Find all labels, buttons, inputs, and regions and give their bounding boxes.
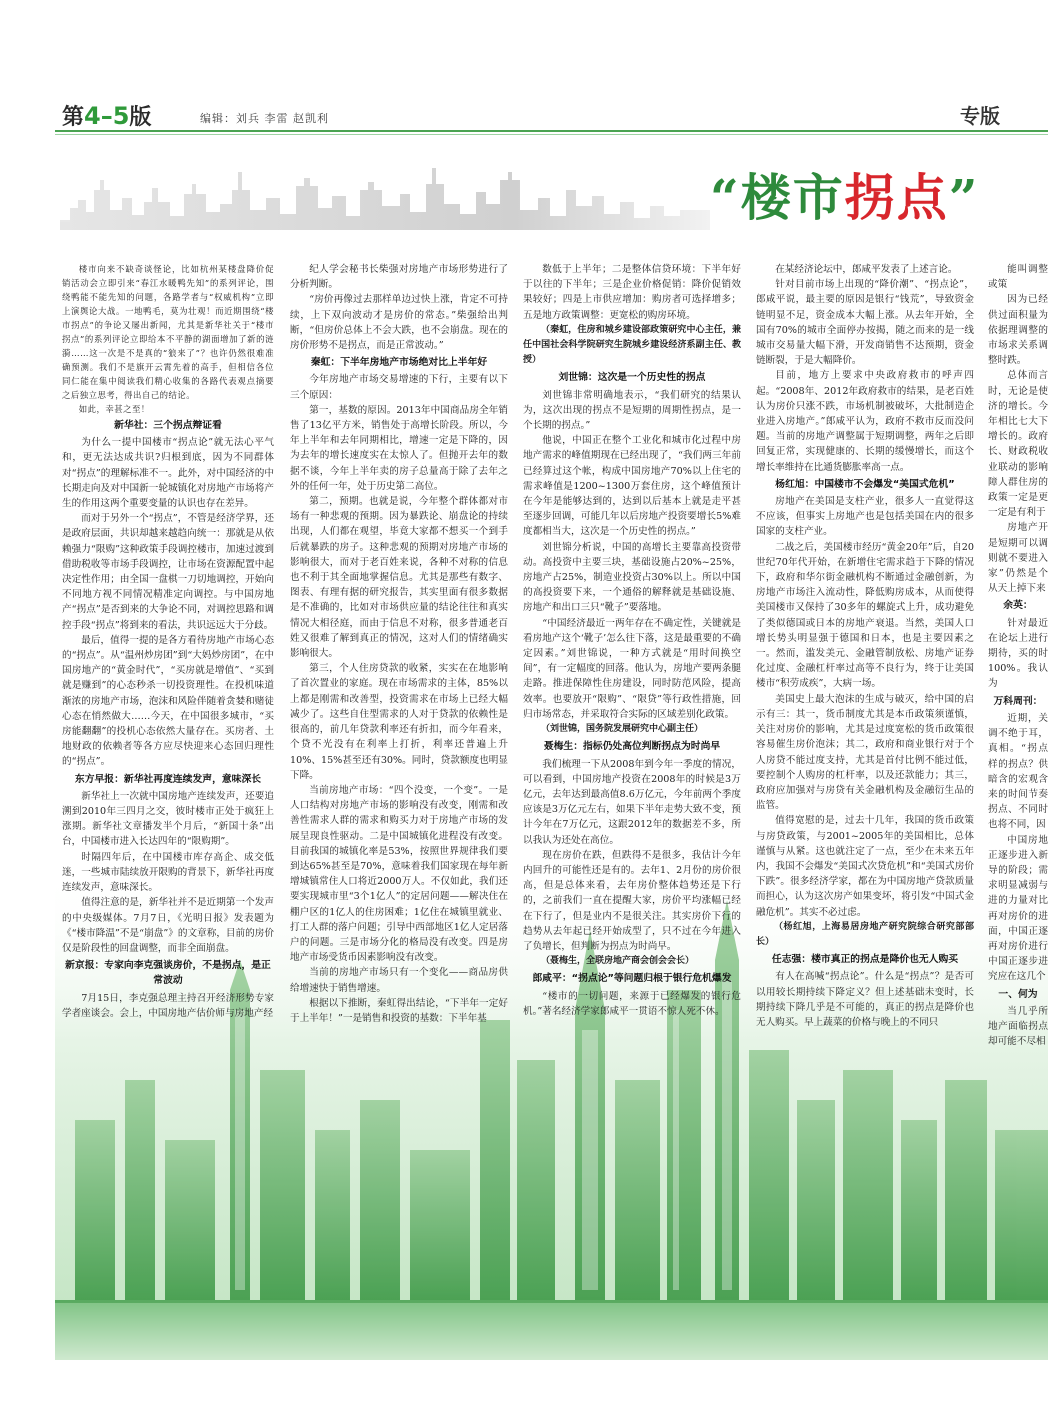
- subheading-xinhua: 新华社：三个拐点辩证看: [114, 420, 222, 431]
- subheading-yuying: 余英：: [1003, 600, 1033, 612]
- subheading-qinhong: 秦虹：下半年房地产市场绝对比上半年好: [310, 357, 488, 369]
- paragraph: 当前的房地产市场只有一个变化——商品房供给增速快于销售增速。: [290, 967, 508, 994]
- masthead: [0, 0, 1048, 240]
- subheading-yanghongxu: 杨红旭：中国楼市不会爆发“美国式危机”: [775, 478, 955, 490]
- page-number: 第4–5版: [62, 102, 152, 130]
- header-rule: [55, 130, 1048, 132]
- author-note: （秦虹，住房和城乡建设部政策研究中心主任，兼任中国社会科学院研究生院城乡建设经济系副主任、教授）: [523, 324, 741, 366]
- article-column-2: [290, 262, 508, 1032]
- subheading-section-one: 一、何为: [998, 988, 1038, 1000]
- headline-accent: 拐点: [844, 168, 949, 227]
- paragraph: 最后，值得一提的是各方看待房地产市场心态的“拐点”。从“温州炒房团”到“大妈炒房团”，在中国房地产的“黄金时代”，“买房就是增值”、“买到就是赚到”的心态秒杀一切投资理性。在投机味道渐浓的房地产市场，泡沫和风险伴随着贪婪和赌徒心态在悄然做大……今天，在中国很多城市，“买房能翻翻”的投机心态依然大量存在。买房者、土地财政的依赖者等各方应尽快迎来心态回归理性的“拐点”。: [62, 634, 274, 768]
- section-label: 专版: [960, 104, 1000, 128]
- skyline-banner-icon: [60, 160, 710, 230]
- paragraph: 房地产开是短期可以调则就不要进入家”仍然是个从天上掉下来: [988, 522, 1048, 595]
- paragraph: 纪人学会秘书长柴强对房地产市场形势进行了分析判断。: [290, 264, 508, 291]
- paragraph: 美国史上最大泡沫的生成与破灭，给中国的启示有三：其一，货币制度尤其是本币政策须谨慎，关注对房价的影响，尤其是过度宽松的货币政策很容易催生房价泡沫；其二，政府和商业银行对于个人房贷不能过度支持，尤其是首付比例不能过低，要控制个人购房的杠杆率，以及还款能力；其三，政府应加强对与房贷有关金融机构及金融衍生品的监管。: [756, 693, 974, 812]
- paragraph: “楼市的一切问题，来源于已经爆发的银行危机。”著名经济学家郎咸平一贯语不惊人死不休。: [523, 990, 741, 1017]
- paragraph: 第二，预期。也就是说，今年整个群体都对市场有一种悲观的预期。因为暴跌论、崩盘论的持续出现，人们都在观望，毕竟大家都不想买一个到手后就暴跌的房子。这种悲观的预期对房地产市场的影响很大，而对于老百姓来说，各种不对称的信息也不利于其全面地掌握信息。尤其是那些有数字、图表、有理有据的研究报告，其实里面有很多数据是不准确的，比如对市场供应量的结论往往和真实情况大相径庭，而由于信息不对称，很多普通老百姓又很难了解到真正的情况，这对人们的情绪确实影响很大。: [290, 496, 508, 660]
- article-column-5-cropped: [988, 262, 1048, 1048]
- paragraph: 二战之后，美国楼市经历“黄金20年”后，自20世纪70年代开始，在新增住宅需求趋于下降的情况下，政府和华尔街金融机构不断通过金融创新，为房地产市场注入流动性，降低购房成本，从而使得美国楼市又保持了30多年的螺旋式上升，成功避免了类似德国或日本的房地产衰退。当然，美国人口增长势头明显强于德国和日本，也是主要因素之一。然而，滥发美元、金融管制放松、房地产证券化过度、金融杠杆率过高等不良行为，终于让美国楼市“积劳成疾”，大病一场。: [756, 541, 974, 690]
- paragraph: 当前房地产市场：“四个没变，一个变”。一是人口结构对房地产市场的影响没有改变，刚需和改善性需求人群的需求和购买力对于房地产市场的发展呈现良性驱动。二是中国城镇化进程没有改变。目前我国的城镇化率是53%，按照世界规律我们要到达65%甚至是70%，意味着我们国家现在每年新增城镇常住人口将近2000万人。不仅如此，我们还要实现城市里“3个1亿人”的定居问题——解决住在棚户区的1亿人的住房困难；1亿住在城镇里就业、打工人群的落户问题；引导中西部地区1亿人定居落户的问题。三是市场分化的格局没有改变。四是房地产市场受货币因素影响没有改变。: [290, 784, 508, 964]
- subheading-liushijin: 刘世锦：这次是一个历史性的拐点: [558, 372, 706, 384]
- headline: “楼市拐点”: [710, 168, 980, 227]
- subheading-langxianping: 郎咸平：“拐点论”等问题归根于银行危机爆发: [532, 973, 732, 985]
- paragraph: 房地产在美国是支柱产业，很多人一直觉得这不应该，但事实上房地产也是包括美国在内的很多国家的支柱产业。: [756, 496, 974, 538]
- paragraph: 近期，关调不绝于耳，真相。“拐点样的拐点？供暗含的宏观含来的时间节奏拐点、不同时也将不同，因: [988, 712, 1048, 831]
- paragraph: 第三，个人住房贷款的收紧，实实在在地影响了首次置业的家庭。现在市场需求的主体，85%以上都是刚需和改善型，投资需求在市场上已经大幅减少了。这些自住型需求的人对于贷款的依赖性是很高的，前几年贷款利率还有折扣，而今年看来，个贷不光没有在利率上打折，利率还普遍上升10%、15%甚至还有30%。同时，贷款额度也明显下降。: [290, 663, 508, 781]
- article-column-3: [523, 262, 741, 1032]
- paragraph: 值得宽慰的是，过去十几年，我国的货币政策与房贷政策，与2001~2005年的美国相比，总体谨慎与从紧。这也就注定了一点，至少在未来五年内，我国不会爆发“美国式次贷危机”和“美国式房价下跌”。很多经济学家，都在为中国房地产贷款质量而担心，认为这次房产如果变坏，将引发“中国式金融危机”。其实不必过虑。: [756, 815, 974, 918]
- paragraph: 有人在高喊“拐点论”。什么是“拐点”？是否可以用较长期持续下降定义？但上述基础未变时，长期持续下降几乎是不可能的，真正的拐点是降价也无人购买。早上蔬菜的价格与晚上的不同只: [756, 971, 974, 1028]
- subheading-vanke: 万科周刊：: [993, 695, 1043, 707]
- author-note: （杨红旭，上海易居房地产研究院综合研究部部长）: [756, 921, 974, 947]
- subheading-dfzb: 东方早报：新华社再度连续发声，意味深长: [74, 773, 262, 785]
- paragraph: 能叫调整或策: [988, 264, 1048, 291]
- paragraph: 当几乎所地产面临拐点却可能不尽相: [988, 1005, 1048, 1048]
- subheading-niemeisheng: 聂梅生：指标仍处高位判断拐点为时尚早: [543, 741, 721, 753]
- paragraph: 我们梳理一下从2008年到今年一季度的情况，可以看到，中国房地产投资在2008年的时候是3万亿元，去年达到最高值8.6万亿元，今年前两个季度应该是3万亿元左右，如果下半年走势大致不变，预计今年在7万亿元，这跟2012年的数据差不多，所以我认为还处在高位。: [523, 758, 741, 846]
- editors-credit: 编辑：刘兵 李雷 赵凯利: [200, 112, 329, 125]
- paragraph: 刘世锦非常明确地表示，“我们研究的结果认为，这次出现的拐点不是短期的周期性拐点，是一个长期的拐点。”: [523, 389, 741, 432]
- paragraph: 总体而言时，无论是使济的增长。今年相比七大下增长的。政府长、财政税收业联动的影响障人群住房的政策一定是更一定是有利于: [988, 370, 1048, 519]
- paragraph: 在某经济论坛中，郎咸平发表了上述言论。: [775, 264, 958, 275]
- paragraph: 数低于上半年；二是整体信贷环境：下半年好于以往的下半年；三是企业价格促销：降价促销效果较好；四是上市供应增加：购房者可选择增多；五是地方政策调整：更宽松的购房环境。: [523, 264, 741, 321]
- paragraph: 7月15日，李克强总理主持召开经济形势专家学者座谈会。会上，中国房地产估价师与房地产经: [62, 992, 274, 1019]
- article-column-1: [62, 262, 274, 1032]
- paragraph: 第一，基数的原因。2013年中国商品房全年销售了13亿平方米，销售处于高增长阶段。所以，今年上半年和去年同期相比，增速一定是下降的，因为去年的增长速度实在太惊人了。但抛开去年的数据不谈，今年上半年卖的房子总量高于除了去年之外的任何一年，处于历史第二高位。: [290, 404, 508, 492]
- paragraph: 目前，地方上要求中央政府救市的呼声四起。“2008年、2012年政府救市的结果，是老百姓认为房价只涨不跌，市场机制被破坏，大批制造企业进入房地产。”郎咸平认为，政府不救市反而没问题。当前的房地产调整属于短期调整，两年之后即回复正常，实现健康的、长期的缓慢增长，而这个增长率维持在比通货膨胀率高一点。: [756, 370, 974, 473]
- author-note: （聂梅生，全联房地产商会创会会长）: [541, 956, 695, 967]
- paragraph: 针对目前市场上出现的“降价潮”、“拐点论”，郎咸平说，最主要的原因是银行“钱荒”，导致资金链明显不足，资金成本大幅上涨。从去年开始，全国有70%的城市全面停办按揭，随之而来的是一线城市交易量大幅下滑，开发商销售不达预期，资金链断裂，于是大幅降价。: [756, 279, 974, 367]
- paragraph: 他说，中国正在整个工业化和城市化过程中房地产需求的峰值期现在已经出现了，“我们两三年前已经算过这个帐，构成中国房地产70%以上住宅的需求峰值是1200~1300万套住房，这个峰值预计在今年是能够达到的，达到以后基本上就是走平甚至逐步回调，可能几年以后房地产投资要增长5%难度都相当大，这次是一个历史性的拐点。”: [523, 435, 741, 538]
- paragraph: 而对于另外一个“拐点”，不管是经济学界，还是政府层面，共识却越来越趋向统一：那就是从依赖强力“限购”这种政策手段调控楼市，加速过渡到借助税收等市场手段调控，让市场在资源配置中起决定性作用；由全国一盘棋一刀切地调控，开始向不同地方视不同情况精准定向调控。与中国房地产“拐点”是否到来的大争论不同，对调控思路和调控手段“拐点”将到来的看法，共识远远大于分歧。: [62, 513, 274, 631]
- subheading-xjb: 新京报：专家向李克强谈房价，不是拐点，是正常波动: [65, 960, 271, 987]
- paragraph: 现在房价在跌，但跌得不是很多，我估计今年内回升的可能性还是有的。去年1、2月份的房价很高，但是总体来看，去年房价整体趋势还是下行的，之前我们一直在提醒大家，房价平均涨幅已经在下行了，但是业内不是很关注。其实房价下行的趋势从去年起已经开始成型了，只不过在今年进入了负增长，但判断为拐点为时尚早。: [523, 849, 741, 952]
- paragraph: 针对最近在论坛上进行期待，买的时100%。我认为: [988, 617, 1048, 690]
- paragraph: 今年房地产市场交易增速的下行，主要有以下三个原因：: [290, 374, 508, 401]
- paragraph: 根据以下推断，秦虹得出结论，“下半年一定好于上半年！”一是销售和投资的基数：下半年基: [290, 997, 508, 1024]
- paragraph: 值得注意的是，新华社并不是近期第一个发声的中央级媒体。7月7日，《光明日报》发表题为《“楼市降温”不是“崩盘”》的文章称，目前的房价仅是阶段性的回盘调整，而非全面崩盘。: [62, 897, 274, 954]
- paragraph: “中国经济最近一两年存在不确定性，关键就是看房地产这个‘靴子’怎么往下落，这是最重要的不确定因素。”刘世锦说，一种方式就是“用时间换空间”，有一定幅度的回落。他认为，房地产要两条腿走路。推进保障性住房建设，同时防范风险，提高效率。也要放开“限购”、“限贷”等行政性措施，回归市场常态，并采取符合实际的区域差别化政策。: [523, 617, 741, 720]
- article-column-4: [756, 262, 974, 1032]
- header-rule-thin: [55, 134, 1048, 135]
- paragraph: 刘世锦分析说，中国的高增长主要靠高投资带动。高投资中主要三块，基础设施占20%~25%，房地产占25%，制造业投资占30%以上。所以中国的高投资要下来，一个通俗的解释就是基础设施、房地产和出口三只“靴子”要落地。: [523, 541, 741, 614]
- paragraph: 为什么一提中国楼市“拐点论”就无法心平气和，更无法达成共识?归根到底，因为不同群体对“拐点”的理解标准不一。此外，对中国经济的中长期走向及对中国新一轮城镇化对房地产市场将产生的作用这两个重要变量的认识也存在差异。: [62, 437, 274, 510]
- subheading-renzhiqiang: 任志强：楼市真正的拐点是降价也无人购买: [771, 954, 959, 966]
- editor-note: 楼市向来不缺奇谈怪论，比如杭州某楼盘降价促销活动会立即引来“春江水暖鸭先知”的系列评论，围绕鸭能不能先知的问题，各路学者与“权威机构”立即上演舆论大战。一地鸭毛，莫为壮观！而近期围绕“楼市拐点”的争论又屡出新闻，尤其是新华社关于“楼市拐点”的系列评论立即给本不平静的湖面增加了新的涟漪……这一次是不是真的“狼来了”？也许仍然很难准确预测。我们不是旗开云霄先着的高手，但相信各位同仁能在集中阅读我们精心收集的各路代表观点摘要之后独立思考，得出自己的结论。: [62, 264, 274, 400]
- paragraph: 因为已经供过面积量为依据理调整的市场求关系调整时跌。: [988, 294, 1048, 367]
- paragraph: “房价再像过去那样单边过快上涨，肯定不可持续，上下双向波动才是房价的常态。”柴强给出判断，“但房价总体上不会大跌，也不会崩盘。现在的房价形势不是拐点，而是正常波动。”: [290, 294, 508, 352]
- author-note: （刘世锦，国务院发展研究中心副主任）: [541, 724, 704, 735]
- page-number-digits: 4–5: [84, 102, 130, 130]
- paragraph: 中国房地正逐步进入新导的阶段；需求明显减弱与进的力量对比再对房价的进面，中国正逐再对房价进行中国正逐步进究应在这几个: [988, 834, 1048, 983]
- editor-note-closing: 如此，幸甚之至！: [78, 404, 150, 414]
- paragraph: 新华社上一次就中国房地产连续发声，还要追溯到2010年三四月之交，彼时楼市正处于疯狂上涨期。新华社文章播发半个月后，“新国十条”出台，中国楼市进入长达四年的“限购期”。: [62, 790, 274, 848]
- paragraph: 时隔四年后，在中国楼市库存高企、成交低迷，一些城市陆续放开限购的背景下，新华社再度连续发声，意味深长。: [62, 851, 274, 894]
